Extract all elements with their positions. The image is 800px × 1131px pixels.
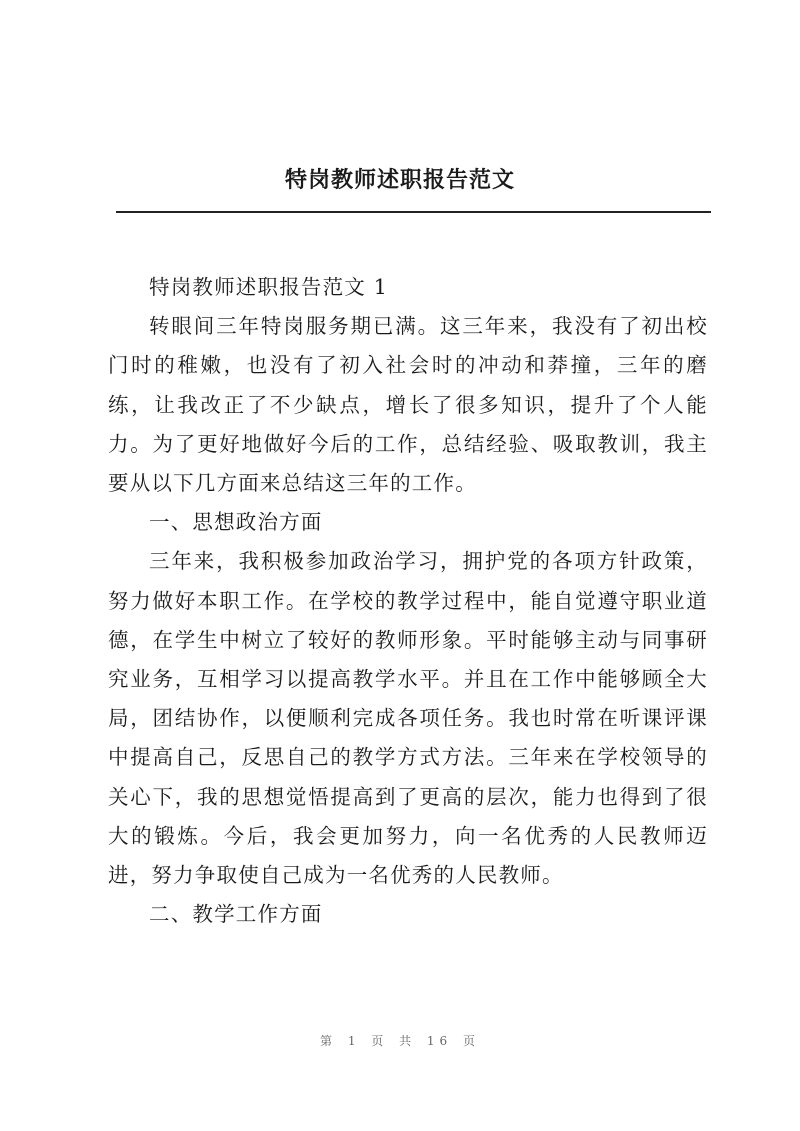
section-heading: 二、教学工作方面 — [149, 902, 323, 927]
page-number-footer: 第 1 页 共 16 页 — [320, 1034, 480, 1048]
section-heading: 一、思想政治方面 — [149, 510, 323, 535]
document-title: 特岗教师述职报告范文 — [284, 167, 515, 193]
section-heading: 特岗教师述职报告范文 1 — [149, 275, 388, 299]
document-body — [108, 268, 708, 934]
body-paragraph: 三年来，我积极参加政治学习，拥护党的各项方针政策，努力做好本职工作。在学校的教学过程中，能自觉遵守职业道德，在学生中树立了较好的教师形象。平时能够主动与同事研究业务，互相学习以提高教学水平。并且在工作中能够顾全大局，团结协作，以便顺利完成各项任务。我也时常在听课评课中提高自己，反思自己的教学方式方法。三年来在学校领导的关心下，我的思想觉悟提高到了更高的层次，能力也得到了很大的锻炼。今后，我会更加努力，向一名优秀的人民教师迈进，努力争取使自己成为一名优秀的人民教师。 — [108, 549, 708, 888]
title-divider — [116, 211, 711, 213]
body-paragraph: 转眼间三年特岗服务期已满。这三年来，我没有了初出校门时的稚嫩，也没有了初入社会时的冲动和莽撞，三年的磨练，让我改正了不少缺点，增长了很多知识，提升了个人能力。为了更好地做好今后的工作，总结经验、吸取教训，我主要从以下几方面来总结这三年的工作。 — [108, 314, 708, 496]
